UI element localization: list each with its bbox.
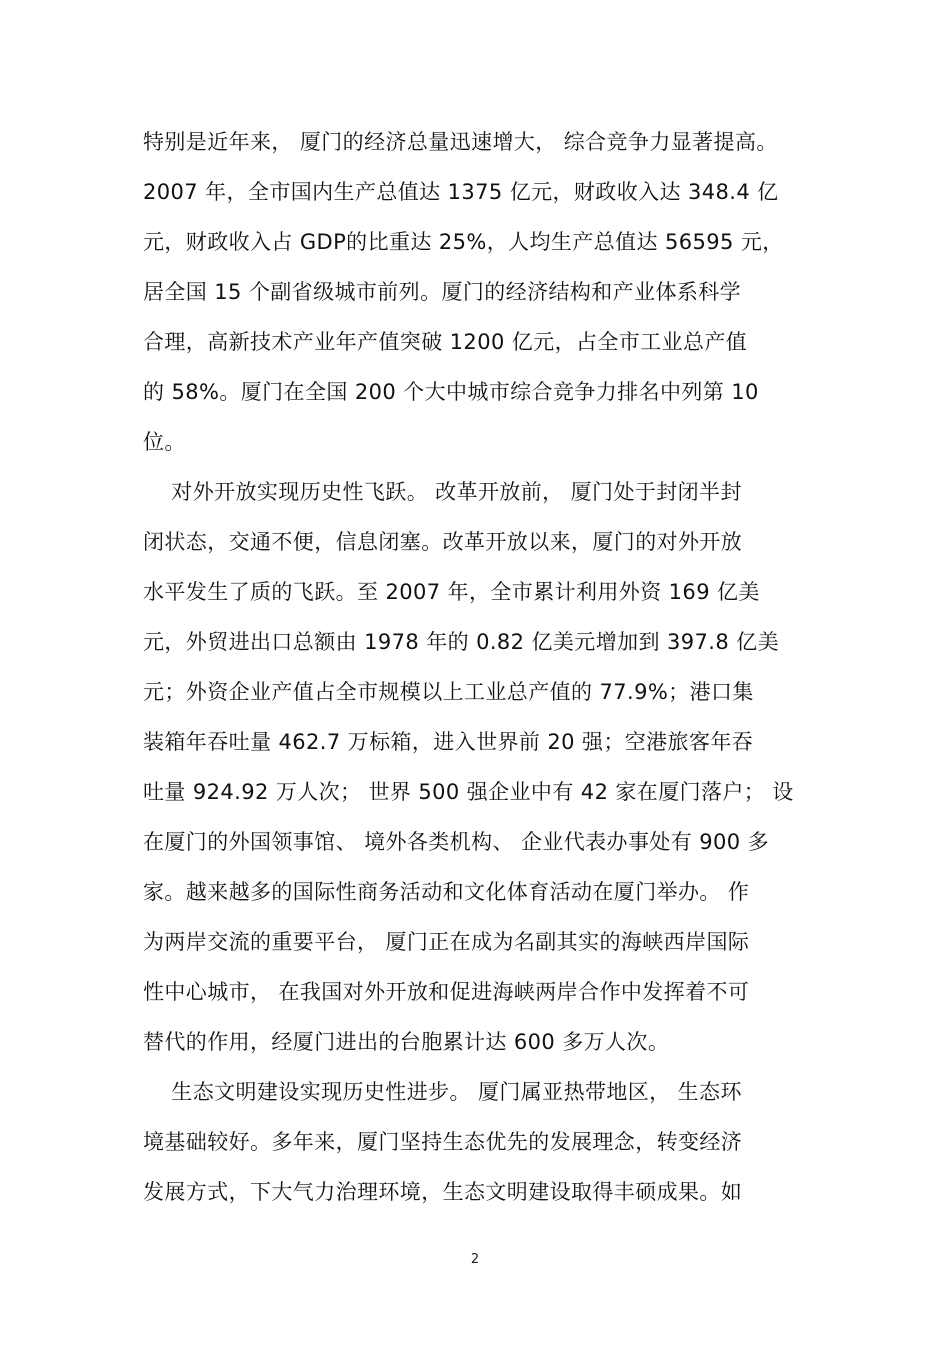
text-line: 闭状态，交通不便，信息闭塞。改革开放以来，厦门的对外开放 <box>143 530 743 554</box>
text-line: 元；外资企业产值占全市规模以上工业总产值的 77.9%；港口集 <box>143 680 754 704</box>
text-line: 为两岸交流的重要平台， 厦门正在成为名副其实的海峡西岸国际 <box>143 930 750 954</box>
text-line: 合理，高新技术产业年产值突破 1200 亿元，占全市工业总产值 <box>143 330 748 354</box>
text-line: 水平发生了质的飞跃。至 2007 年，全市累计利用外资 169 亿美 <box>143 580 760 604</box>
text-line: 2007 年，全市国内生产总值达 1375 亿元，财政收入达 348.4 亿 <box>143 180 779 204</box>
text-line: 替代的作用，经厦门进出的台胞累计达 600 多万人次。 <box>143 1030 670 1054</box>
text-line: 位。 <box>143 430 186 454</box>
text-line: 居全国 15 个副省级城市前列。厦门的经济结构和产业体系科学 <box>143 280 742 304</box>
text-line: 生态文明建设实现历史性进步。 厦门属亚热带地区， 生态环 <box>143 1080 742 1104</box>
text-line: 的 58%。厦门在全国 200 个大中城市综合竞争力排名中列第 10 <box>143 380 759 404</box>
text-line: 性中心城市， 在我国对外开放和促进海峡两岸合作中发挥着不可 <box>143 980 750 1004</box>
text-line: 吐量 924.92 万人次； 世界 500 强企业中有 42 家在厦门落户； 设 <box>143 780 794 804</box>
text-line: 元，外贸进出口总额由 1978 年的 0.82 亿美元增加到 397.8 亿美 <box>143 630 779 654</box>
text-line: 装箱年吞吐量 462.7 万标箱，进入世界前 20 强；空港旅客年吞 <box>143 730 754 754</box>
text-line: 在厦门的外国领事馆、 境外各类机构、 企业代表办事处有 900 多 <box>143 830 769 854</box>
text-line: 发展方式，下大气力治理环境，生态文明建设取得丰硕成果。如 <box>143 1180 743 1204</box>
text-line: 境基础较好。多年来，厦门坚持生态优先的发展理念，转变经济 <box>143 1130 743 1154</box>
text-line: 对外开放实现历史性飞跃。 改革开放前， 厦门处于封闭半封 <box>143 480 742 504</box>
page-number: 2 <box>470 1252 480 1267</box>
text-line: 元，财政收入占 GDP的比重达 25%，人均生产总值达 56595 元， <box>143 230 784 254</box>
text-line: 家。越来越多的国际性商务活动和文化体育活动在厦门举办。 作 <box>143 880 750 904</box>
text-line: 特别是近年来， 厦门的经济总量迅速增大， 综合竞争力显著提高。 <box>143 130 778 154</box>
